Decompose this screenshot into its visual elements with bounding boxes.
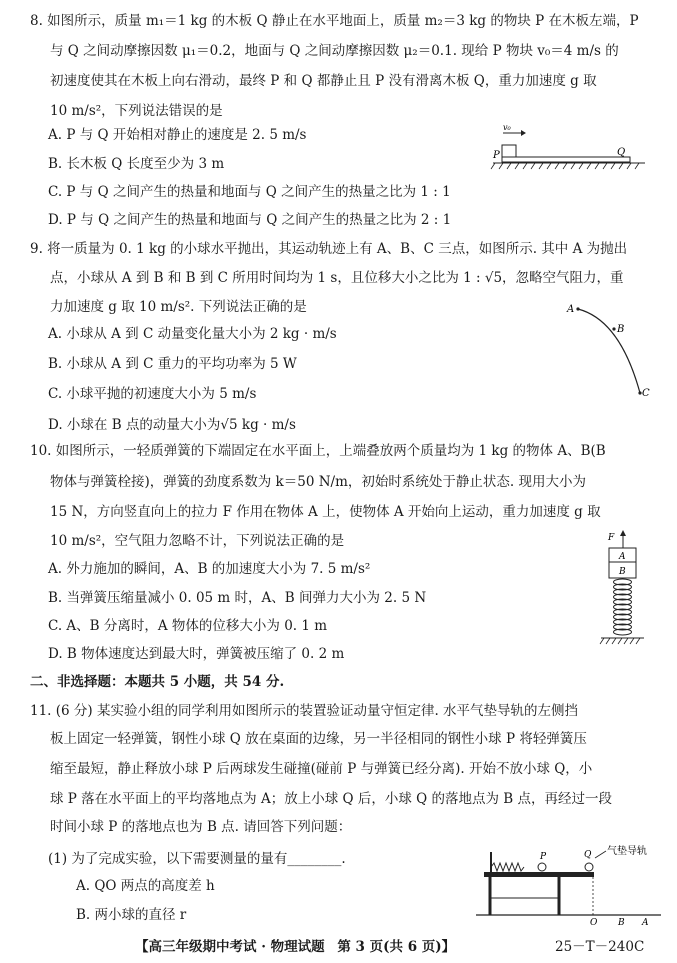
q9-fig-b-label: B [617,324,625,335]
q8-stem-line-4: 10 m/s²，下列说法错误的是 [50,103,223,119]
q10-stem-line-2: 物体与弹簧栓接)，弹簧的劲度系数为 k＝50 N/m，初始时系统处于静止状态. 现用大小为 [50,474,586,490]
q11-stem-line-3: 缩至最短，静止释放小球 P 后两球发生碰撞(碰前 P 与弹簧已经分离). 开始不放小球 Q，小 [50,761,593,777]
q8-stem-line-1: 8. 如图所示，质量 m₁＝1 kg 的木板 Q 静止在水平地面上，质量 m₂＝3 kg 的物块 P 在木板左端，P [30,13,639,29]
q8-figure [485,118,655,173]
footer-title: 【高三年级期中考试 · 物理试题 [135,939,325,955]
q10-figure [596,528,646,650]
q11-option-b: B. 两小球的直径 r [76,907,187,923]
q8-fig-q-label: Q [617,147,626,158]
q9-stem-line-3: 力加速度 g 取 10 m/s². 下列说法正确的是 [50,299,307,315]
q9-option-d: D. 小球在 B 点的动量大小为√5 kg · m/s [48,417,296,433]
q11-fig-b-label: B [618,918,625,926]
q11-fig-rail-label: 气垫导轨 [607,846,647,857]
q9-figure [560,295,660,405]
q11-stem-line-2: 板上固定一轻弹簧，钢性小球 Q 放在桌面的边缘，另一半径相同的钢性小球 P 将轻弹簧压 [50,731,587,747]
q8-fig-p-label: P [493,150,500,161]
q9-stem-line-2: 点，小球从 A 到 B 和 B 到 C 所用时间均为 1 s，且位移大小之比为 1 : √5，忽略空气阻力，重 [50,270,624,286]
q8-option-b: B. 长木板 Q 长度至少为 3 m [48,156,225,172]
q10-stem-line-3: 15 N，方向竖直向上的拉力 F 作用在物体 A 上，使物体 A 开始向上运动，重力加速度 g 取 [50,504,601,520]
q9-stem-line-1: 9. 将一质量为 0. 1 kg 的小球水平抛出，其运动轨迹上有 A、B、C 三点，如图所示. 其中 A 为抛出 [30,241,628,257]
q11-stem-line-5: 时间小球 P 的落地点也为 B 点. 请回答下列问题： [50,819,352,835]
q10-fig-f-label: F [608,533,615,543]
q11-option-a: A. QO 两点的高度差 h [76,878,215,894]
q11-fig-p-label: P [540,852,547,862]
q9-option-b: B. 小球从 A 到 C 重力的平均功率为 5 W [48,356,297,372]
q10-option-d: D. B 物体速度达到最大时，弹簧被压缩了 0. 2 m [48,646,345,662]
q8-option-c: C. P 与 Q 之间产生的热量和地面与 Q 之间产生的热量之比为 1 : 1 [48,184,451,200]
q9-option-c: C. 小球平抛的初速度大小为 5 m/s [48,386,257,402]
q10-fig-spring [614,579,632,635]
q8-option-a: A. P 与 Q 开始相对静止的速度是 2. 5 m/s [48,127,307,143]
q11-fig-a-label: A [642,918,649,926]
footer-page-number: 第 3 页(共 6 页)】 [337,939,456,955]
q11-subquestion-1: (1) 为了完成实验，以下需要测量的量有________. [48,851,346,867]
section-heading: 二、非选择题：本题共 5 小题，共 54 分. [30,674,285,690]
q10-stem-line-4: 10 m/s²，空气阻力忽略不计，下列说法正确的是 [50,533,345,549]
q10-fig-a-label: A [619,552,626,562]
page-footer [135,935,463,955]
q11-fig-o-label: O [590,918,598,926]
q8-stem-line-2: 与 Q 之间动摩擦因数 μ₁＝0.2，地面与 Q 之间动摩擦因数 μ₂＝0.1. 现给 P 物块 v₀＝4 m/s 的 [50,43,619,59]
q10-option-b: B. 当弹簧压缩量减小 0. 05 m 时，A、B 间弹力大小为 2. 5 N [48,590,427,606]
q10-option-a: A. 外力施加的瞬间，A、B 的加速度大小为 7. 5 m/s² [48,561,371,577]
q11-stem-line-1: 11. (6 分) 某实验小组的同学利用如图所示的装置验证动量守恒定律. 水平气垫导轨的左侧挡 [30,703,579,719]
q8-fig-v0-label: v₀ [503,123,511,132]
q10-stem-line-1: 10. 如图所示，一轻质弹簧的下端固定在水平面上，上端叠放两个质量均为 1 kg 的物体 A、B(B [30,443,606,459]
q10-fig-b-label: B [619,567,626,577]
q9-option-a: A. 小球从 A 到 C 动量变化量大小为 2 kg · m/s [48,326,337,342]
q9-fig-a-label: A [567,304,575,315]
q8-option-d: D. P 与 Q 之间产生的热量和地面与 Q 之间产生的热量之比为 2 : 1 [48,212,452,228]
q11-figure [476,840,661,926]
q9-fig-c-label: C [642,388,650,399]
q8-stem-line-3: 初速度使其在木板上向右滑动，最终 P 和 Q 都静止且 P 没有滑离木板 Q，重力加速度 g 取 [50,73,597,89]
q11-fig-q-label: Q [584,850,592,860]
footer-code: 25－T－240C [555,939,645,955]
q11-stem-line-4: 球 P 落在水平面上的平均落地点为 A；放上小球 Q 后，小球 Q 的落地点为 B 点，再经过一段 [50,791,613,807]
q10-option-c: C. A、B 分离时，A 物体的位移大小为 0. 1 m [48,618,328,634]
